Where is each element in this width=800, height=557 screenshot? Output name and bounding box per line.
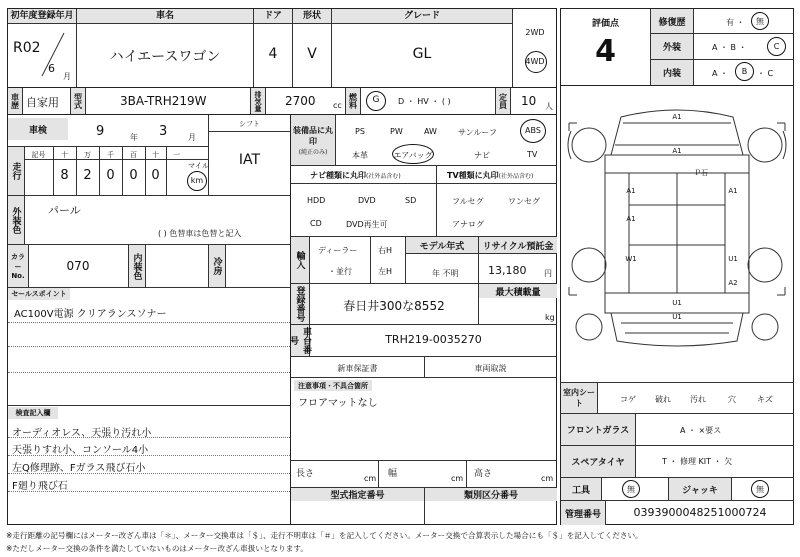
use: 自家用	[26, 96, 59, 109]
import-parallel: ・並行	[328, 267, 352, 276]
inspector-line-1: オーディオレス、天張り汚れ小	[12, 428, 152, 439]
seat-item-tear: 破れ	[655, 395, 671, 404]
jack-label: ジャッキ	[669, 478, 731, 500]
mark-a1-front: A1	[672, 113, 682, 121]
mark-w1: W1	[625, 255, 637, 263]
seat-item-scratch: キズ	[757, 395, 773, 404]
capacity-label: 定員	[496, 88, 510, 114]
seat-item-stain: 汚れ	[690, 395, 706, 404]
equip-aw: AW	[424, 127, 437, 136]
interior-b: B	[741, 67, 748, 76]
tv-sub-label: (社外品含む)	[498, 173, 534, 180]
recycle-fee: 13,180	[488, 264, 527, 277]
odometer-head: 十	[61, 151, 68, 159]
tool-label: 工具	[561, 478, 601, 500]
seat-item-koge: コゲ	[620, 395, 636, 404]
color-note: ( ) 色替車は色替と記入	[158, 229, 242, 238]
interior-a: A ・	[712, 69, 729, 78]
registration-number: 春日井300な8552	[343, 299, 445, 313]
fuel-g: G	[372, 95, 380, 105]
odometer-head: 十	[152, 151, 159, 159]
grade: GL	[412, 46, 432, 62]
tv-label	[447, 170, 533, 181]
navi-cd: CD	[310, 219, 322, 228]
capacity-unit: 人	[545, 102, 553, 111]
management-number-label: 管理番号	[561, 501, 605, 525]
exterior-c: C	[773, 42, 780, 51]
first-reg-month: 6	[48, 62, 55, 75]
navi-dvd-play: DVD再生可	[346, 220, 388, 229]
inspector-line-2: 天張りすれ小、コンソール4小	[12, 445, 149, 456]
score-label: 評価点	[591, 19, 619, 29]
car-damage-diagram	[561, 95, 793, 377]
door-count: 4	[268, 46, 278, 62]
recycle-label: リサイクル預託金	[479, 237, 557, 253]
odometer-head: 万	[84, 151, 91, 159]
odometer-head: 一	[173, 151, 180, 159]
chassis-label: 車台番号	[288, 327, 311, 354]
tool-none: 無	[627, 485, 635, 494]
mark-u1-bumper: U1	[672, 313, 682, 321]
navi-sd: SD	[405, 196, 417, 205]
height-unit: cm	[541, 474, 554, 483]
footer-note-2: ※ただしメーター交換の条件を満たしていないものはメーター改ざん車扱いとなります。	[6, 544, 308, 553]
inspection-month: 3	[159, 124, 168, 139]
import-left-h: 左H	[378, 267, 393, 276]
management-number: 0393900048251000724	[633, 506, 767, 519]
height-label: 高さ	[474, 469, 493, 479]
shift: IAT	[238, 152, 261, 168]
mark-a1-left-door: A1	[626, 215, 636, 223]
equip-sunroof: サンルーフ	[458, 128, 497, 137]
door-label: ドア	[254, 9, 292, 23]
car-name-label: 車名	[77, 9, 253, 23]
odometer-head: 千	[107, 151, 114, 159]
odometer-digit: 0	[151, 168, 160, 183]
equipment-sub-label: (純正のみ)	[298, 148, 328, 156]
tv-fullseg: フルセグ	[452, 197, 484, 206]
odometer-head: 記号	[31, 151, 46, 159]
equip-tv: TV	[527, 150, 538, 159]
navi-label	[310, 170, 401, 181]
exterior-opts: A ・ B ・	[712, 43, 747, 52]
registration-label: 登録番号	[291, 284, 309, 324]
km-unit: km	[190, 176, 204, 185]
odometer-digit: 2	[83, 168, 92, 183]
use-label: 車歴	[8, 88, 22, 114]
max-load-label: 最大積載量	[479, 284, 557, 298]
drive-2wd: 2WD	[525, 28, 545, 37]
spare-tire-label: スペアタイヤ	[561, 446, 635, 477]
capacity: 10	[521, 94, 537, 108]
color-no-label: カラーNo.	[8, 245, 28, 287]
interior-color-label: 内装色	[129, 245, 145, 287]
inspection-year-unit: 年	[130, 133, 138, 142]
first-reg-label: 初年度登録年月	[8, 9, 76, 23]
equip-ps: PS	[355, 127, 365, 136]
import-label: 輸入	[291, 237, 309, 283]
sales-point-label: セールスポイント	[8, 288, 70, 300]
equipment-label-text: 装備品に丸印	[293, 125, 333, 146]
mark-a1-hood: A1	[672, 147, 682, 155]
repair-label: 修復歴	[651, 9, 693, 33]
type-designation-label: 型式指定番号	[291, 488, 424, 501]
footer-note-1: ※走行距離の記号欄にはメーター改ざん車は「＊」、メーター交換車は「＄」、走行不明車は「＃」を記入してください。メーター交換で合算表示した場合にも「＄」を記入してください。	[6, 531, 643, 540]
equip-pw: PW	[390, 127, 403, 136]
seat-label: 室内シート	[561, 383, 597, 413]
width-unit: cm	[451, 474, 464, 483]
recycle-unit: 円	[544, 269, 552, 278]
shift-label: シフト	[239, 120, 260, 128]
mileage-label: 走行	[8, 147, 24, 195]
drive-4wd: 4WD	[525, 57, 545, 66]
mile-label: マイル	[188, 162, 209, 170]
mark-a1-right: A1	[728, 187, 738, 195]
tv-oneseg: ワンセグ	[508, 197, 540, 206]
model-year-label: モデル年式	[406, 237, 478, 253]
exterior-grade-label: 外装	[651, 34, 693, 59]
inspector-line-4: F廻り飛び石	[12, 481, 68, 492]
interior-grade-label: 内装	[651, 60, 693, 85]
odometer-digit: 0	[129, 168, 138, 183]
first-reg-month-unit: 月	[63, 72, 71, 81]
category-label: 類別区分番号	[425, 488, 557, 501]
notes-label: 注意事項・不具合箇所	[294, 380, 372, 391]
displacement-label: 排気量	[251, 88, 265, 114]
equip-airbag: エアバッグ	[393, 151, 433, 160]
first-reg-era: R02	[13, 40, 41, 56]
repair-none: 無	[756, 17, 764, 26]
equip-leather: 本革	[352, 151, 368, 160]
inspection-label: 車検	[8, 118, 68, 140]
aircon-label: 冷房	[209, 245, 225, 287]
inspection-year: 9	[96, 124, 105, 139]
fuel-options: D ・ HV ・ ( )	[398, 97, 451, 106]
new-car-warranty: 新車保証書	[337, 364, 378, 373]
body-shape: V	[307, 46, 317, 62]
displacement: 2700	[285, 94, 316, 108]
mark-a2: A2	[728, 279, 738, 287]
tv-analog: アナログ	[452, 220, 484, 229]
mark-u1-rear: U1	[672, 299, 682, 307]
import-dealer: ディーラー	[318, 246, 358, 255]
model: 3BA-TRH219W	[120, 94, 207, 108]
notes-text: フロアマットなし	[298, 398, 378, 409]
car-name: ハイエースワゴン	[109, 49, 221, 65]
inspection-month-unit: 月	[188, 133, 196, 142]
navi-sub-label: (社外品含む)	[366, 173, 401, 180]
inspector-line-3: 左Q修理跡、Fガラス飛び石小	[12, 463, 146, 474]
score-value: 4	[595, 34, 616, 69]
model-label: 型式	[71, 88, 85, 114]
inspector-label: 検査記入欄	[8, 407, 58, 419]
seat-item-hole: 穴	[728, 395, 736, 404]
navi-label-text: ナビ種類に丸印	[310, 171, 366, 180]
owner-manual: 車両取説	[474, 364, 507, 373]
sales-point-text: AC100V電源 クリアランスソナー	[14, 309, 167, 320]
grade-label: グレード	[332, 9, 512, 23]
odometer-digit: 0	[106, 168, 115, 183]
equipment-label	[291, 115, 335, 165]
color-label: 外装色	[8, 196, 24, 244]
shape-label: 形状	[293, 9, 331, 23]
jack-none: 無	[756, 485, 764, 494]
color-no: 070	[66, 259, 90, 273]
mark-a1-left: A1	[626, 187, 636, 195]
import-right-h: 右H	[378, 246, 393, 255]
displacement-unit: cc	[333, 101, 342, 110]
fuel-label: 燃料	[346, 88, 360, 114]
navi-dvd: DVD	[358, 196, 376, 205]
width-label: 幅	[388, 469, 398, 479]
chassis-number: TRH219-0035270	[385, 333, 482, 346]
front-glass-value: A ・ ×要ス	[680, 426, 722, 435]
equip-navi: ナビ	[474, 151, 490, 160]
navi-hdd: HDD	[307, 196, 326, 205]
odometer-head: 百	[130, 151, 137, 159]
model-year: 年 不明	[432, 269, 459, 278]
spare-tire-value: T ・ 修理 KIT ・ 欠	[662, 457, 733, 466]
repair-opts: 有 ・	[726, 18, 745, 27]
max-load-unit: kg	[545, 313, 555, 322]
length-unit: cm	[364, 474, 377, 483]
interior-c: ・ C	[757, 69, 774, 78]
odometer-digit: 8	[60, 168, 69, 183]
exterior-color: パール	[48, 204, 81, 217]
mark-p-stone: Ｐ石	[694, 169, 708, 177]
tv-label-text: TV種類に丸印	[447, 171, 499, 180]
length-label: 長さ	[296, 469, 315, 479]
mark-u1-right: U1	[728, 255, 738, 263]
equip-abs: ABS	[525, 126, 541, 135]
front-glass-label: フロントガラス	[561, 414, 635, 445]
